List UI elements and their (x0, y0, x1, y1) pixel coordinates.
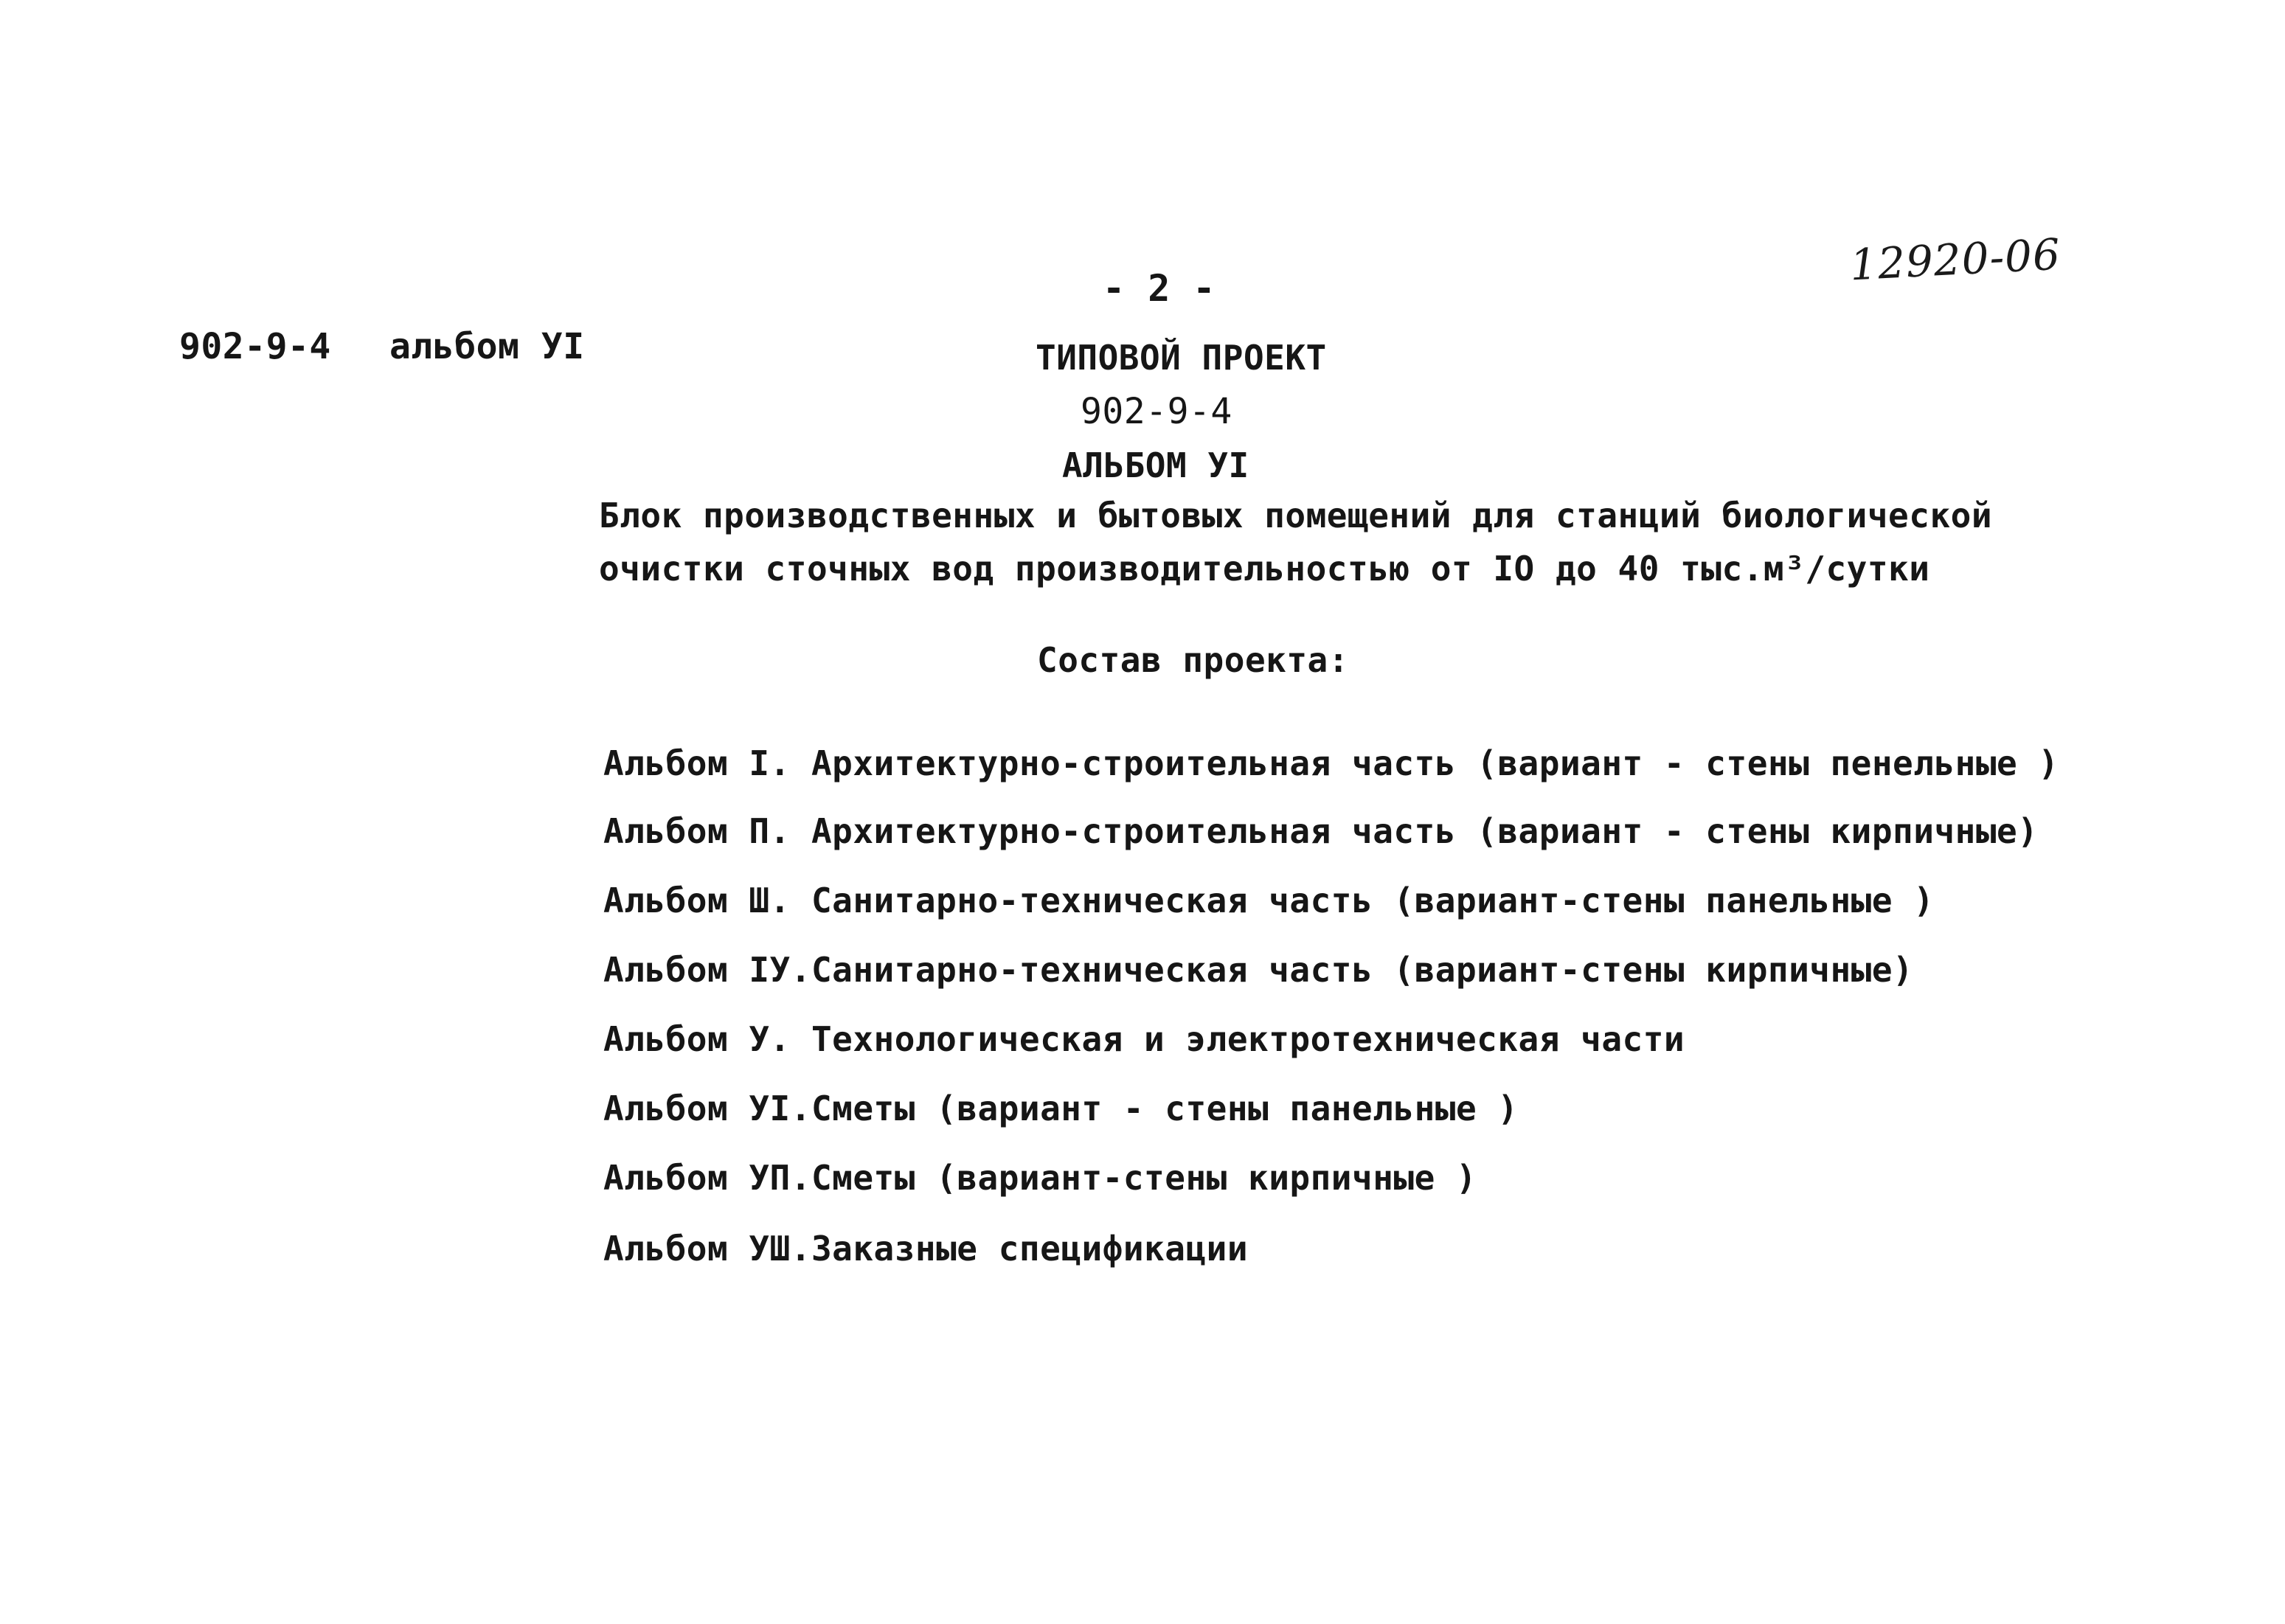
album-label-left: альбом УI (389, 326, 585, 367)
archive-number-handwritten: 12920-06 (1848, 229, 2062, 291)
album-list-item: Альбом У. Технологическая и электротехническая части (603, 1019, 1685, 1059)
project-code: 902-9-4 (1081, 391, 1232, 432)
album-list-item: Альбом IУ.Санитарно-техническая часть (вариант-стены кирпичные) (603, 950, 1914, 990)
album-title: АЛЬБОМ УI (1062, 445, 1249, 485)
album-list-item: Альбом I. Архитектурно-строительная часть (вариант - стены пенельные ) (603, 743, 2059, 783)
album-list-item: Альбом П. Архитектурно-строительная часть (вариант - стены кирпичные) (603, 811, 2039, 851)
album-list-item: Альбом УШ.Заказные спецификации (603, 1229, 1249, 1269)
doc-code-left: 902-9-4 (179, 326, 331, 367)
contents-heading: Состав проекта: (1037, 640, 1349, 680)
album-list-item: Альбом Ш. Санитарно-техническая часть (вариант-стены панельные ) (603, 881, 1935, 920)
page-number: - 2 - (1103, 267, 1216, 310)
album-list-item: Альбом УI.Сметы (вариант - стены панельные ) (603, 1089, 1519, 1128)
project-description-line-1: Блок производственных и бытовых помещений для станций биологической (599, 496, 1993, 535)
project-description-line-2: очистки сточных вод производительностью от IO до 40 тыс.м³/сутки (599, 549, 1930, 589)
project-type-title: ТИПОВОЙ ПРОЕКТ (1036, 338, 1327, 378)
album-list-item: Альбом УП.Сметы (вариант-стены кирпичные ) (603, 1158, 1477, 1198)
